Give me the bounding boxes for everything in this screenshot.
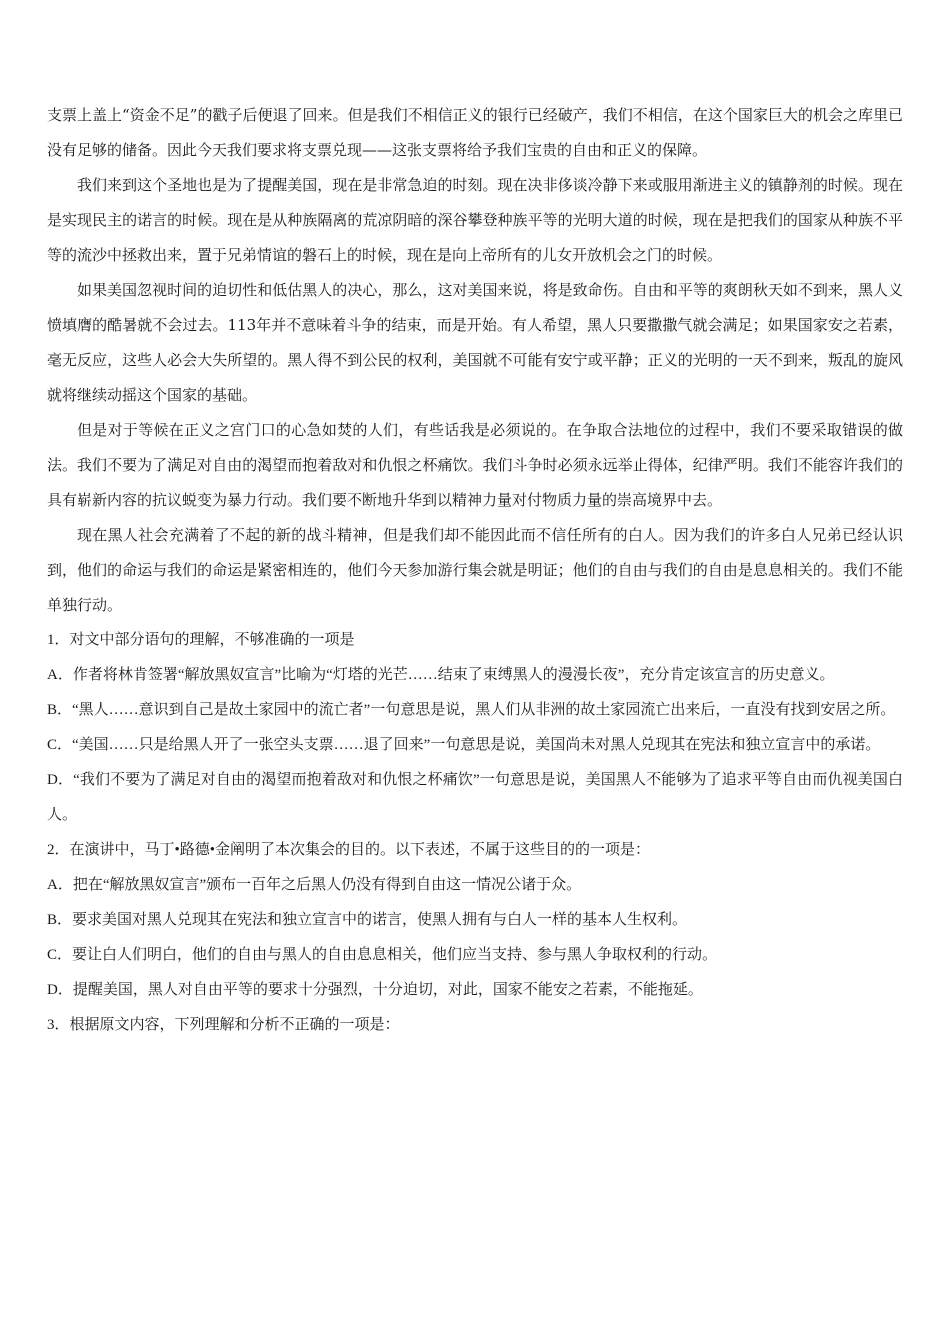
question-1 [47,623,903,833]
question-2-option-d: D．提醒美国，黑人对自由平等的要求十分强烈，十分迫切，对此，国家不能安之若素，不能拖延。 [47,982,703,998]
question-1-option-b: B．“黑人……意识到自己是故土家园中的流亡者”一句意思是说，黑人们从非洲的故土家园流亡出来后，一直没有找到安居之所。 [47,702,896,718]
question-2-stem: 2．在演讲中，马丁•路德•金阐明了本次集会的目的。以下表述，不属于这些目的的一项是： [47,842,651,858]
question-2-option-b: B．要求美国对黑人兑现其在宪法和独立宣言中的诺言，使黑人拥有与白人一样的基本人生权利。 [47,912,688,928]
question-1-option-a: A．作者将林肯签署“解放黑奴宣言”比喻为“灯塔的光芒……结束了束缚黑人的漫漫长夜”，充分肯定该宣言的历史意义。 [47,667,835,683]
question-2-option-c: C．要让白人们明白，他们的自由与黑人的自由息息相关，他们应当支持、参与黑人争取权利的行动。 [47,947,718,963]
question-1-option-d: D．“我们不要为了满足对自由的渴望而抱着敌对和仇恨之杯痛饮”一句意思是说，美国黑人不能够为了追求平等自由而仇视美国白人。 [47,772,903,823]
question-3-stem: 3．根据原文内容，下列理解和分析不正确的一项是： [47,1017,400,1033]
question-2 [47,833,903,1008]
question-1-stem: 1．对文中部分语句的理解，不够准确的一项是 [47,632,355,648]
passage-paragraph-3: 如果美国忽视时间的迫切性和低估黑人的决心，那么，这对美国来说，将是致命伤。自由和平等的爽朗秋天如不到来，黑人义愤填膺的酷暑就不会过去。113年并不意味着斗争的结束，而是开始。有人希望，黑人只要撒撒气就会满足；如果国家安之若素，毫无反应，这些人必会大失所望的。黑人得不到公民的权利，美国就不可能有安宁或平静；正义的光明的一天不到来，叛乱的旋风就将继续动摇这个国家的基础。 [47,281,903,404]
document-body [47,98,903,1043]
question-3 [47,1008,903,1043]
question-2-option-a: A．把在“解放黑奴宣言”颁布一百年之后黑人仍没有得到自由这一情况公诸于众。 [47,877,582,893]
passage-paragraph-1: 支票上盖上“资金不足”的戳子后便退了回来。但是我们不相信正义的银行已经破产，我们不相信，在这个国家巨大的机会之库里已没有足够的储备。因此今天我们要求将支票兑现——这张支票将给予我们宝贵的自由和正义的保障。 [47,106,903,159]
passage-paragraph-5: 现在黑人社会充满着了不起的新的战斗精神，但是我们却不能因此而不信任所有的白人。因为我们的许多白人兄弟已经认识到，他们的命运与我们的命运是紧密相连的，他们今天参加游行集会就是明证；他们的自由与我们的自由是息息相关的。我们不能单独行动。 [47,526,903,614]
passage-paragraph-2: 我们来到这个圣地也是为了提醒美国，现在是非常急迫的时刻。现在决非侈谈冷静下来或服用渐进主义的镇静剂的时候。现在是实现民主的诺言的时候。现在是从种族隔离的荒凉阴暗的深谷攀登种族平等的光明大道的时候，现在是把我们的国家从种族不平等的流沙中拯救出来，置于兄弟情谊的磐石上的时候，现在是向上帝所有的儿女开放机会之门的时候。 [47,176,903,264]
passage-paragraph-4: 但是对于等候在正义之宫门口的心急如焚的人们，有些话我是必须说的。在争取合法地位的过程中，我们不要采取错误的做法。我们不要为了满足对自由的渴望而抱着敌对和仇恨之杯痛饮。我们斗争时必须永远举止得体，纪律严明。我们不能容许我们的具有崭新内容的抗议蜕变为暴力行动。我们要不断地升华到以精神力量对付物质力量的崇高境界中去。 [47,421,903,509]
question-1-option-c: C．“美国……只是给黑人开了一张空头支票……退了回来”一句意思是说，美国尚未对黑人兑现其在宪法和独立宣言中的承诺。 [47,737,881,753]
